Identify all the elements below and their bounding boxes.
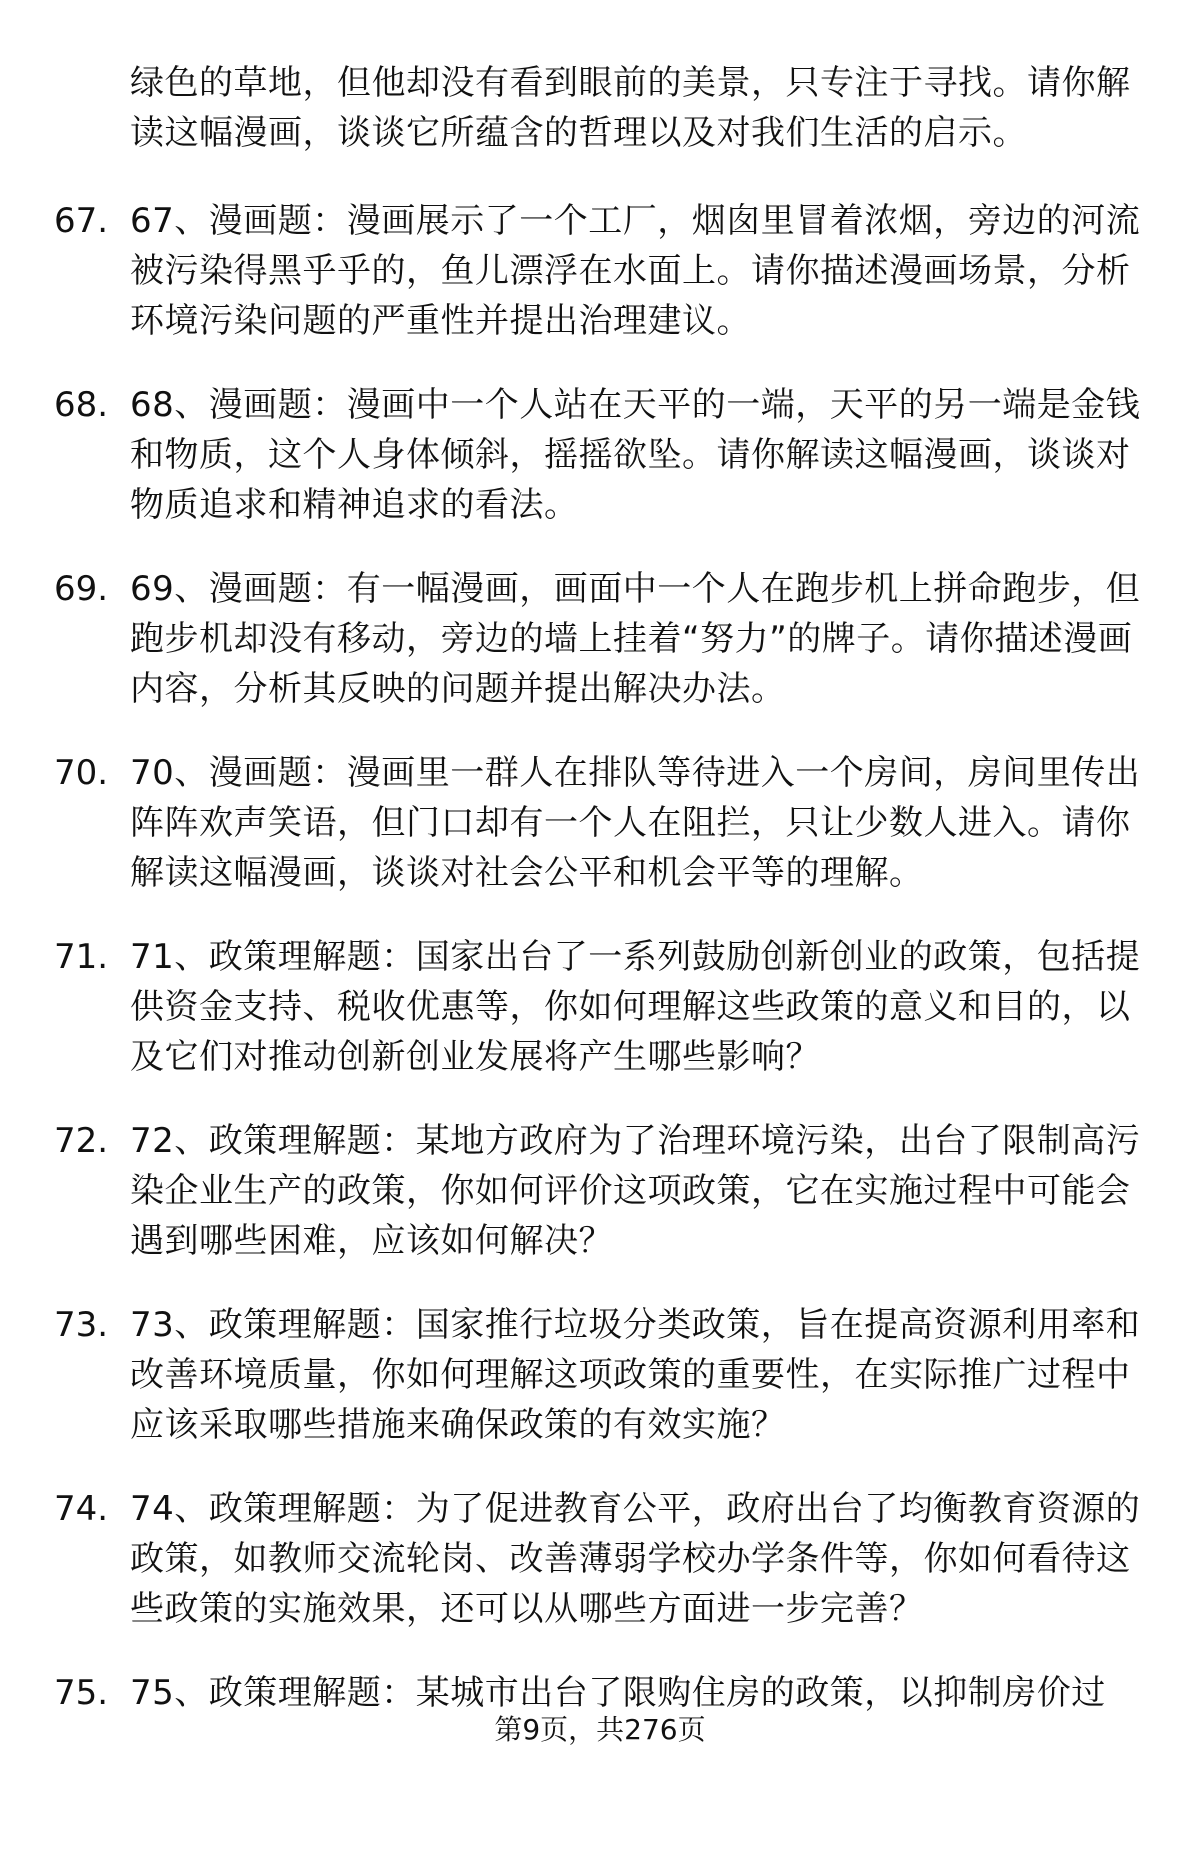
- question-item-71: [0, 932, 1200, 1116]
- question-item-70: [0, 748, 1200, 932]
- question-number: 73.: [54, 1305, 109, 1345]
- page-footer: 第9页，共276页: [494, 1713, 706, 1746]
- question-text: 70、漫画题：漫画里一群人在排队等待进入一个房间，房间里传出阵阵欢声笑语，但门口却有一个人在阻拦，只让少数人进入。请你解读这幅漫画，谈谈对社会公平和机会平等的理解。: [130, 753, 1141, 893]
- question-text: 71、政策理解题：国家出台了一系列鼓励创新创业的政策，包括提供资金支持、税收优惠等，你如何理解这些政策的意义和目的，以及它们对推动创新创业发展将产生哪些影响？: [130, 937, 1141, 1077]
- question-number: 68.: [54, 385, 109, 425]
- question-item-67: [0, 196, 1200, 380]
- question-number: 70.: [54, 753, 109, 793]
- question-text: 73、政策理解题：国家推行垃圾分类政策，旨在提高资源利用率和改善环境质量，你如何理解这项政策的重要性，在实际推广过程中应该采取哪些措施来确保政策的有效实施？: [130, 1305, 1141, 1445]
- question-list: [0, 196, 1200, 1852]
- question-number: 67.: [54, 201, 109, 241]
- question-text: 75、政策理解题：某城市出台了限购住房的政策，以抑制房价过: [130, 1673, 1106, 1713]
- question-text: 69、漫画题：有一幅漫画，画面中一个人在跑步机上拼命跑步，但跑步机却没有移动，旁边的墙上挂着“努力”的牌子。请你描述漫画内容，分析其反映的问题并提出解决办法。: [130, 569, 1141, 709]
- question-number: 69.: [54, 569, 109, 609]
- question-text: 68、漫画题：漫画中一个人站在天平的一端，天平的另一端是金钱和物质，这个人身体倾斜，摇摇欲坠。请你解读这幅漫画，谈谈对物质追求和精神追求的看法。: [130, 385, 1141, 525]
- question-item-69: [0, 564, 1200, 748]
- question-item-72: [0, 1116, 1200, 1300]
- question-number: 72.: [54, 1121, 109, 1161]
- question-number: 74.: [54, 1489, 109, 1529]
- question-text: 74、政策理解题：为了促进教育公平，政府出台了均衡教育资源的政策，如教师交流轮岗、改善薄弱学校办学条件等，你如何看待这些政策的实施效果，还可以从哪些方面进一步完善？: [130, 1489, 1141, 1629]
- question-item-73: [0, 1300, 1200, 1484]
- question-item-74: [0, 1484, 1200, 1668]
- question-text: 67、漫画题：漫画展示了一个工厂，烟囱里冒着浓烟，旁边的河流被污染得黑乎乎的，鱼儿漂浮在水面上。请你描述漫画场景，分析环境污染问题的严重性并提出治理建议。: [130, 201, 1141, 341]
- continued-question-text: 绿色的草地，但他却没有看到眼前的美景，只专注于寻找。请你解读这幅漫画，谈谈它所蕴含的哲理以及对我们生活的启示。: [130, 63, 1131, 153]
- question-text: 72、政策理解题：某地方政府为了治理环境污染，出台了限制高污染企业生产的政策，你如何评价这项政策，它在实施过程中可能会遇到哪些困难，应该如何解决？: [130, 1121, 1141, 1261]
- question-item-68: [0, 380, 1200, 564]
- question-number: 75.: [54, 1673, 109, 1713]
- question-item-75: [0, 1668, 1200, 1852]
- question-number: 71.: [54, 937, 109, 977]
